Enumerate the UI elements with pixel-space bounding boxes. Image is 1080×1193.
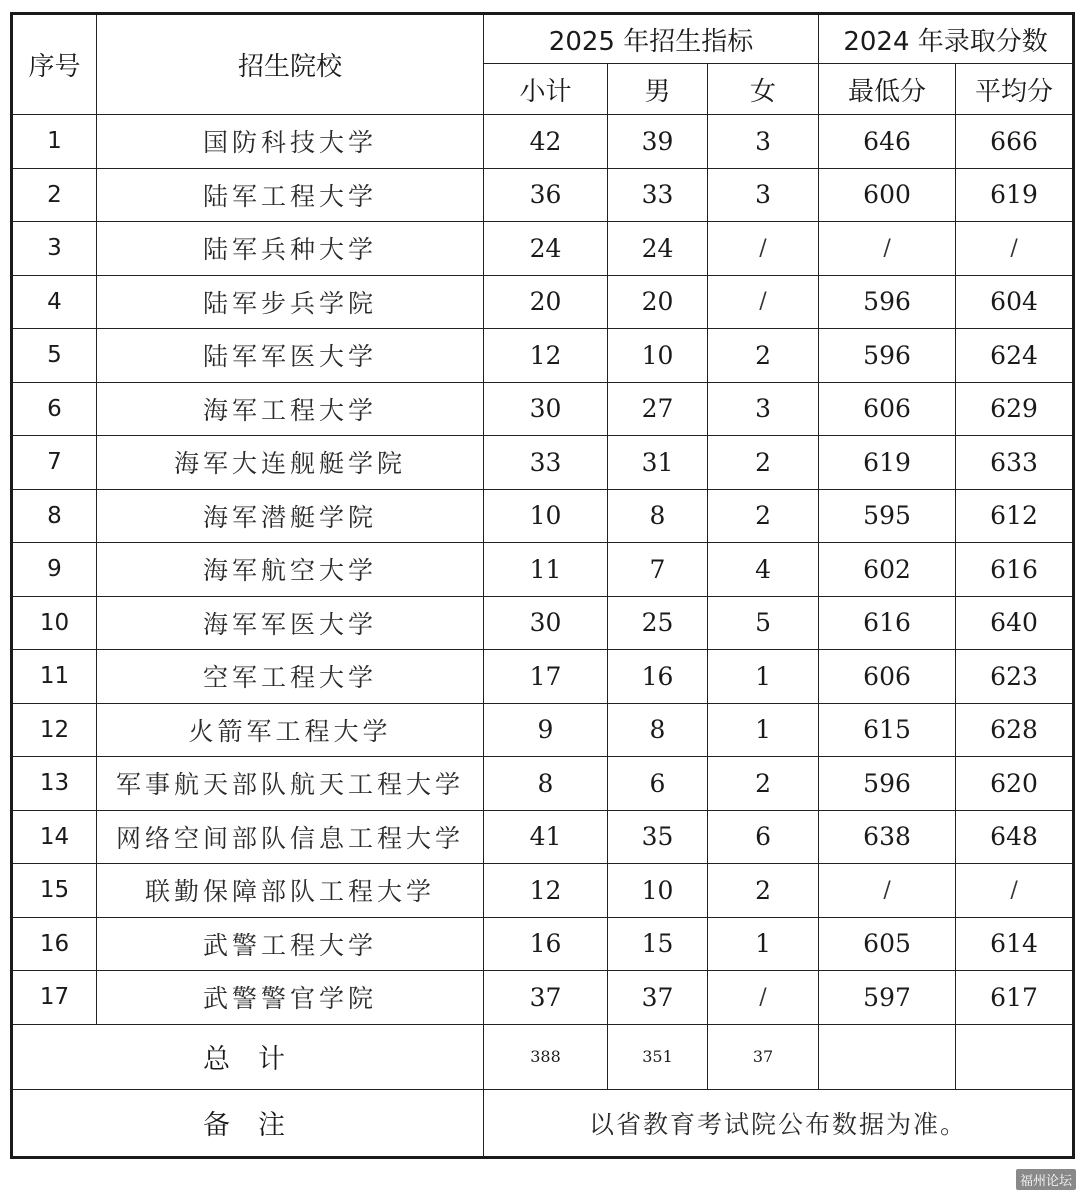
cell-school: 空军工程大学 xyxy=(97,650,484,704)
cell-subtotal: 37 xyxy=(484,971,608,1025)
cell-index: 17 xyxy=(12,971,97,1025)
cell-min-score: / xyxy=(819,222,956,276)
cell-male: 39 xyxy=(608,115,708,169)
cell-index: 4 xyxy=(12,275,97,329)
table-row xyxy=(12,864,1074,918)
cell-female: / xyxy=(708,222,819,276)
table-row xyxy=(12,650,1074,704)
cell-female: 4 xyxy=(708,543,819,597)
cell-subtotal: 41 xyxy=(484,810,608,864)
cell-subtotal: 17 xyxy=(484,650,608,704)
cell-male: 31 xyxy=(608,436,708,490)
cell-male: 15 xyxy=(608,917,708,971)
cell-school: 联勤保障部队工程大学 xyxy=(97,864,484,918)
cell-index: 10 xyxy=(12,596,97,650)
cell-school: 武警工程大学 xyxy=(97,917,484,971)
cell-avg-score: 612 xyxy=(956,489,1074,543)
cell-school: 火箭军工程大学 xyxy=(97,703,484,757)
total-female: 37 xyxy=(708,1024,819,1089)
table-row xyxy=(12,382,1074,436)
note-text: 以省教育考试院公布数据为准。 xyxy=(484,1089,1074,1157)
table-row xyxy=(12,917,1074,971)
cell-min-score: 596 xyxy=(819,329,956,383)
cell-male: 37 xyxy=(608,971,708,1025)
cell-male: 27 xyxy=(608,382,708,436)
cell-female: 3 xyxy=(708,382,819,436)
cell-female: 1 xyxy=(708,917,819,971)
cell-avg-score: 623 xyxy=(956,650,1074,704)
cell-avg-score: 633 xyxy=(956,436,1074,490)
cell-male: 20 xyxy=(608,275,708,329)
cell-min-score: 606 xyxy=(819,382,956,436)
cell-index: 14 xyxy=(12,810,97,864)
cell-index: 1 xyxy=(12,115,97,169)
header-male: 男 xyxy=(608,64,708,115)
total-avg-empty xyxy=(956,1024,1074,1089)
cell-school: 陆军步兵学院 xyxy=(97,275,484,329)
table-row xyxy=(12,275,1074,329)
total-min-empty xyxy=(819,1024,956,1089)
cell-avg-score: 617 xyxy=(956,971,1074,1025)
cell-female: 3 xyxy=(708,168,819,222)
table-row xyxy=(12,168,1074,222)
cell-school: 陆军工程大学 xyxy=(97,168,484,222)
cell-min-score: 597 xyxy=(819,971,956,1025)
table-row xyxy=(12,757,1074,811)
cell-subtotal: 8 xyxy=(484,757,608,811)
admissions-table-container xyxy=(10,12,1072,1174)
cell-index: 5 xyxy=(12,329,97,383)
cell-subtotal: 42 xyxy=(484,115,608,169)
cell-school: 国防科技大学 xyxy=(97,115,484,169)
cell-avg-score: 648 xyxy=(956,810,1074,864)
cell-male: 35 xyxy=(608,810,708,864)
cell-index: 7 xyxy=(12,436,97,490)
admissions-table xyxy=(10,12,1075,1159)
table-row xyxy=(12,115,1074,169)
cell-index: 12 xyxy=(12,703,97,757)
cell-female: 2 xyxy=(708,436,819,490)
cell-female: 2 xyxy=(708,329,819,383)
cell-female: / xyxy=(708,275,819,329)
note-label: 备注 xyxy=(12,1089,484,1157)
cell-male: 7 xyxy=(608,543,708,597)
table-row xyxy=(12,436,1074,490)
cell-male: 25 xyxy=(608,596,708,650)
cell-male: 16 xyxy=(608,650,708,704)
total-subtotal: 388 xyxy=(484,1024,608,1089)
cell-avg-score: 614 xyxy=(956,917,1074,971)
cell-index: 9 xyxy=(12,543,97,597)
cell-avg-score: 629 xyxy=(956,382,1074,436)
table-row xyxy=(12,222,1074,276)
table-row xyxy=(12,329,1074,383)
cell-avg-score: / xyxy=(956,222,1074,276)
cell-min-score: 615 xyxy=(819,703,956,757)
cell-avg-score: 640 xyxy=(956,596,1074,650)
cell-subtotal: 20 xyxy=(484,275,608,329)
cell-female: / xyxy=(708,971,819,1025)
cell-school: 海军航空大学 xyxy=(97,543,484,597)
cell-female: 2 xyxy=(708,757,819,811)
cell-male: 10 xyxy=(608,864,708,918)
table-row xyxy=(12,703,1074,757)
cell-min-score: / xyxy=(819,864,956,918)
cell-avg-score: 624 xyxy=(956,329,1074,383)
cell-avg-score: 619 xyxy=(956,168,1074,222)
cell-index: 16 xyxy=(12,917,97,971)
cell-school: 网络空间部队信息工程大学 xyxy=(97,810,484,864)
total-male: 351 xyxy=(608,1024,708,1089)
cell-male: 6 xyxy=(608,757,708,811)
cell-subtotal: 9 xyxy=(484,703,608,757)
table-body xyxy=(12,115,1074,1025)
header-female: 女 xyxy=(708,64,819,115)
cell-school: 军事航天部队航天工程大学 xyxy=(97,757,484,811)
cell-subtotal: 30 xyxy=(484,596,608,650)
cell-school: 海军军医大学 xyxy=(97,596,484,650)
cell-school: 海军大连舰艇学院 xyxy=(97,436,484,490)
cell-subtotal: 30 xyxy=(484,382,608,436)
cell-min-score: 595 xyxy=(819,489,956,543)
header-school: 招生院校 xyxy=(97,14,484,115)
cell-index: 6 xyxy=(12,382,97,436)
cell-index: 15 xyxy=(12,864,97,918)
cell-avg-score: / xyxy=(956,864,1074,918)
cell-male: 24 xyxy=(608,222,708,276)
table-row xyxy=(12,543,1074,597)
cell-school: 陆军兵种大学 xyxy=(97,222,484,276)
watermark-logo: 福州论坛 xyxy=(1016,1169,1076,1190)
cell-min-score: 600 xyxy=(819,168,956,222)
cell-school: 陆军军医大学 xyxy=(97,329,484,383)
cell-min-score: 602 xyxy=(819,543,956,597)
cell-subtotal: 12 xyxy=(484,864,608,918)
table-row xyxy=(12,489,1074,543)
cell-subtotal: 16 xyxy=(484,917,608,971)
cell-min-score: 619 xyxy=(819,436,956,490)
cell-avg-score: 616 xyxy=(956,543,1074,597)
cell-female: 5 xyxy=(708,596,819,650)
table-row xyxy=(12,810,1074,864)
cell-min-score: 596 xyxy=(819,275,956,329)
cell-index: 13 xyxy=(12,757,97,811)
cell-subtotal: 33 xyxy=(484,436,608,490)
cell-avg-score: 628 xyxy=(956,703,1074,757)
cell-subtotal: 11 xyxy=(484,543,608,597)
cell-subtotal: 12 xyxy=(484,329,608,383)
cell-min-score: 638 xyxy=(819,810,956,864)
cell-school: 海军潜艇学院 xyxy=(97,489,484,543)
cell-female: 6 xyxy=(708,810,819,864)
header-subtotal: 小计 xyxy=(484,64,608,115)
header-score-group: 2024 年录取分数 xyxy=(819,14,1074,64)
cell-min-score: 606 xyxy=(819,650,956,704)
cell-subtotal: 36 xyxy=(484,168,608,222)
cell-female: 2 xyxy=(708,489,819,543)
header-row-1 xyxy=(12,14,1074,64)
total-label: 总计 xyxy=(12,1024,484,1089)
cell-female: 3 xyxy=(708,115,819,169)
total-row xyxy=(12,1024,1074,1089)
note-row xyxy=(12,1089,1074,1157)
cell-male: 8 xyxy=(608,489,708,543)
cell-female: 1 xyxy=(708,703,819,757)
cell-index: 3 xyxy=(12,222,97,276)
cell-index: 2 xyxy=(12,168,97,222)
cell-female: 2 xyxy=(708,864,819,918)
cell-min-score: 596 xyxy=(819,757,956,811)
cell-avg-score: 604 xyxy=(956,275,1074,329)
cell-male: 8 xyxy=(608,703,708,757)
cell-min-score: 646 xyxy=(819,115,956,169)
cell-subtotal: 24 xyxy=(484,222,608,276)
cell-min-score: 616 xyxy=(819,596,956,650)
cell-school: 武警警官学院 xyxy=(97,971,484,1025)
cell-index: 11 xyxy=(12,650,97,704)
header-quota-group: 2025 年招生指标 xyxy=(484,14,819,64)
cell-male: 10 xyxy=(608,329,708,383)
cell-avg-score: 666 xyxy=(956,115,1074,169)
header-min-score: 最低分 xyxy=(819,64,956,115)
cell-avg-score: 620 xyxy=(956,757,1074,811)
cell-female: 1 xyxy=(708,650,819,704)
cell-subtotal: 10 xyxy=(484,489,608,543)
cell-male: 33 xyxy=(608,168,708,222)
table-row xyxy=(12,596,1074,650)
cell-min-score: 605 xyxy=(819,917,956,971)
cell-index: 8 xyxy=(12,489,97,543)
table-row xyxy=(12,971,1074,1025)
header-avg-score: 平均分 xyxy=(956,64,1074,115)
cell-school: 海军工程大学 xyxy=(97,382,484,436)
header-seq: 序号 xyxy=(12,14,97,115)
